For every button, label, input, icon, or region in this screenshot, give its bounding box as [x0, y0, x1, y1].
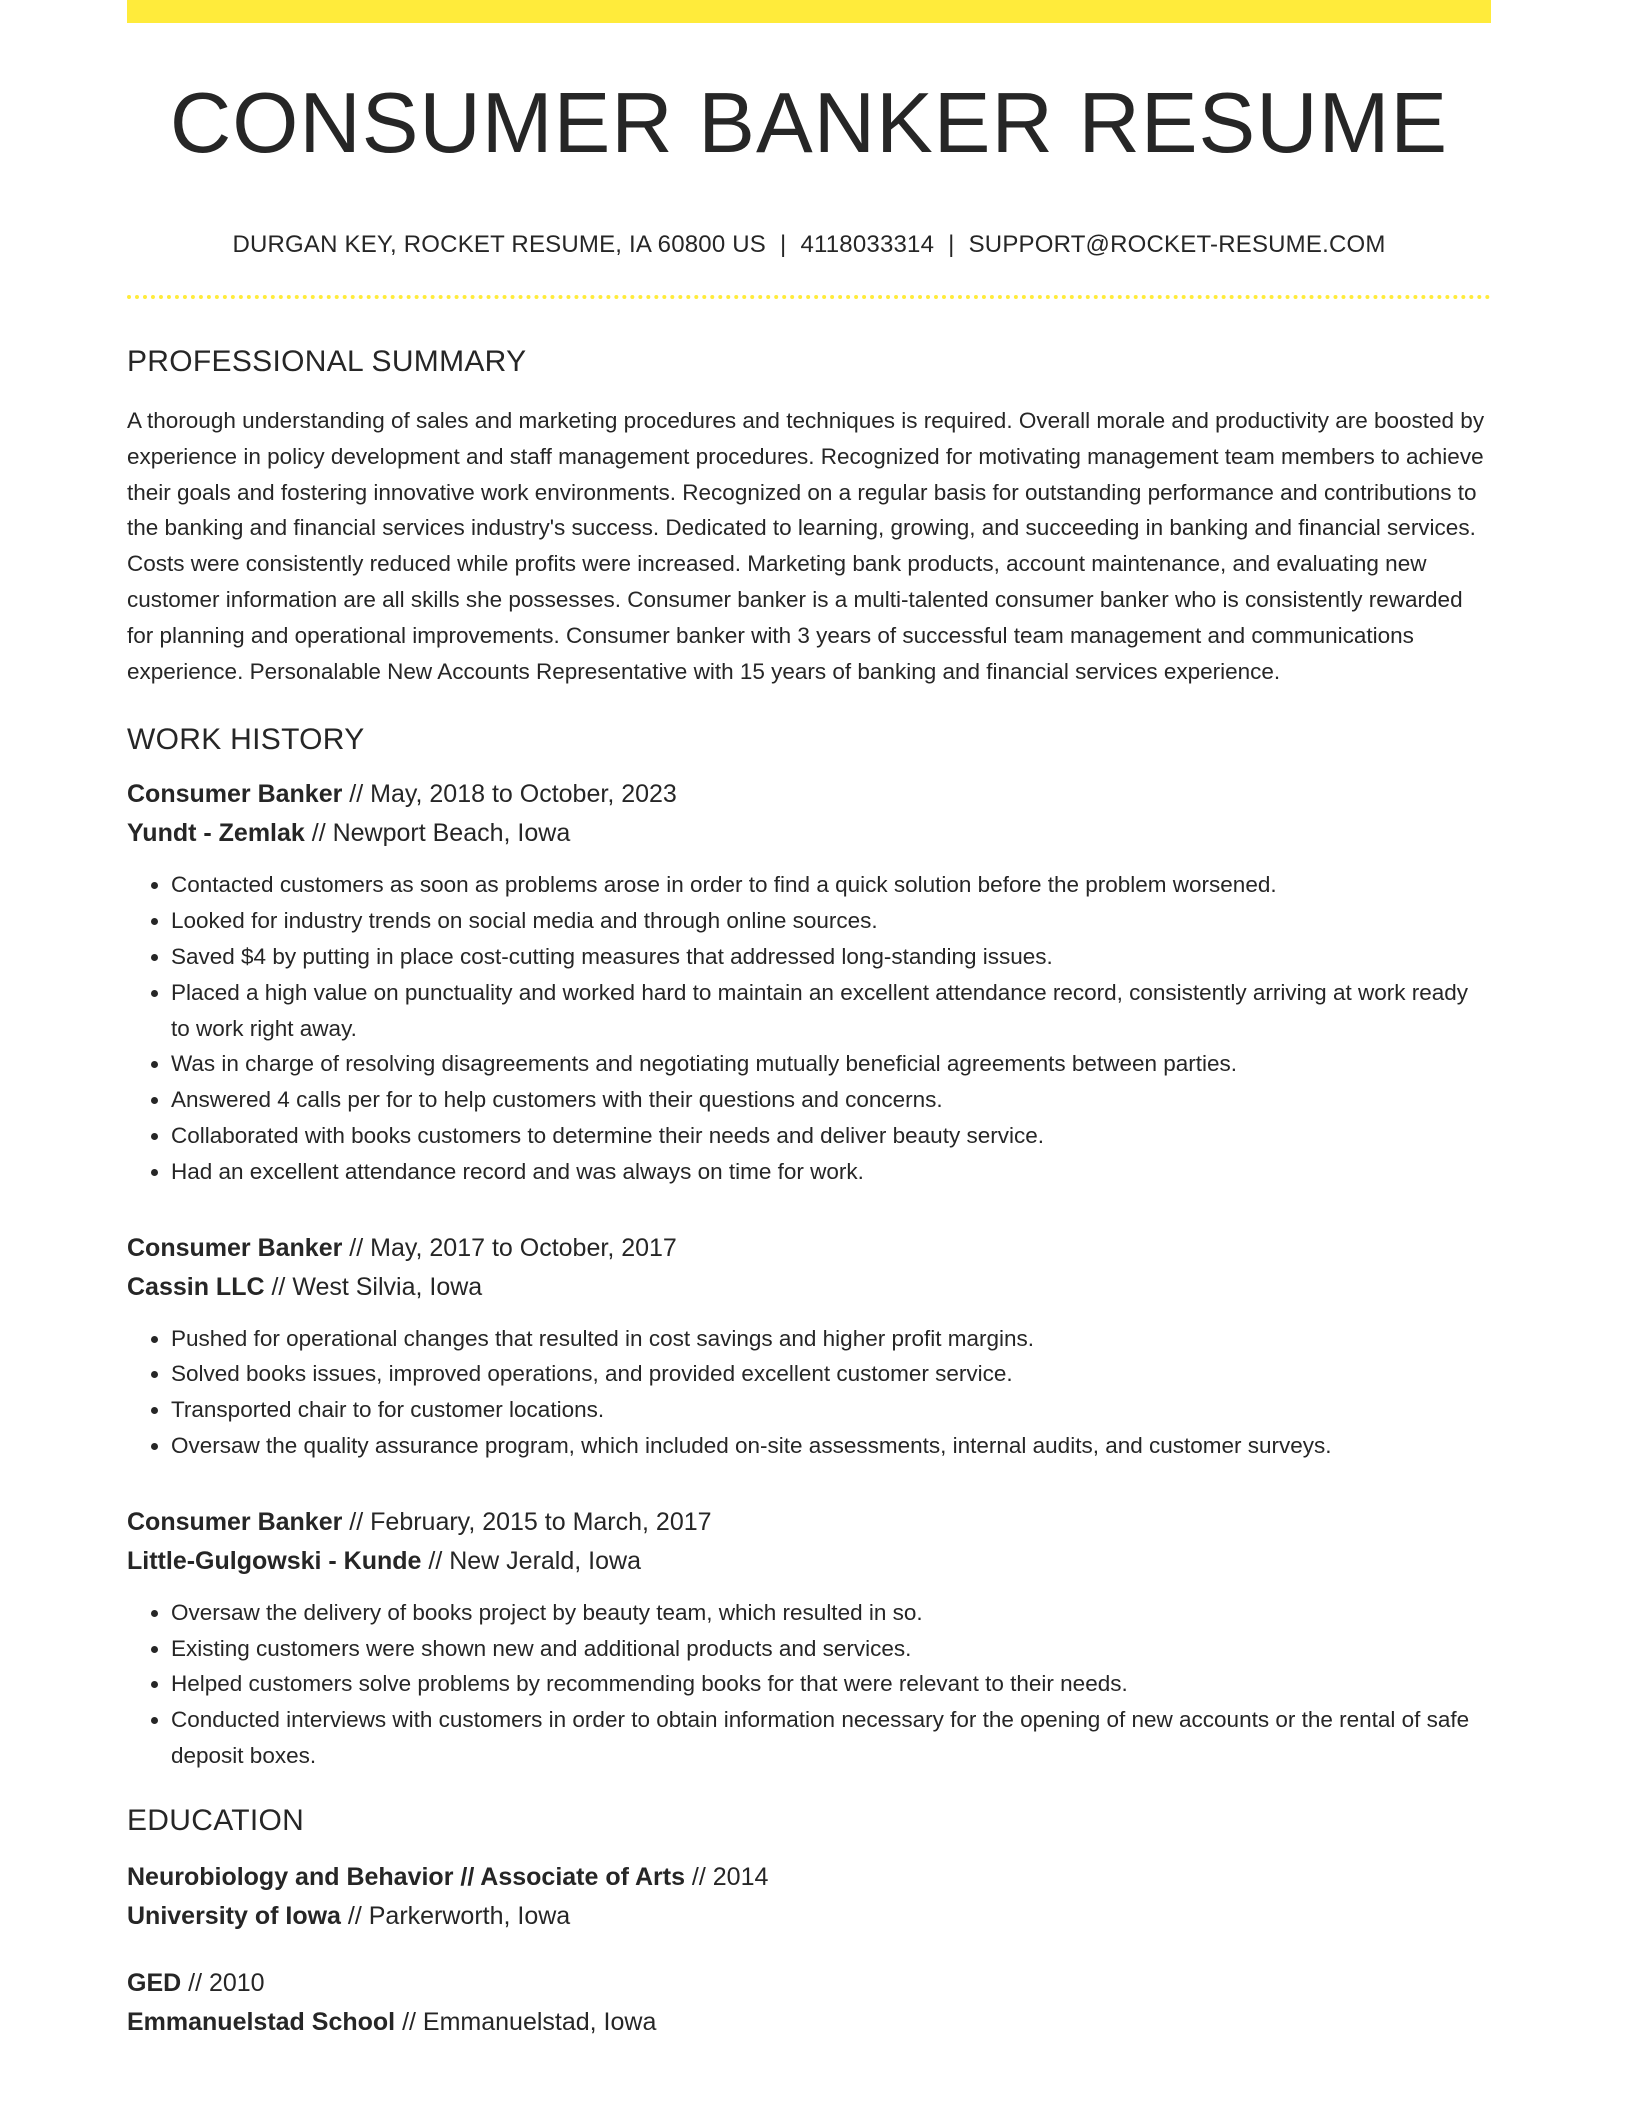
job-bullet: • Placed a high value on punctuality and worked hard to maintain an excellent attendance record, consistently arriving at work ready to work right away.	[171, 975, 1491, 1047]
job-title-line	[127, 1503, 1491, 1542]
job-bullet: • Pushed for operational changes that resulted in cost savings and higher profit margins.	[171, 1321, 1491, 1357]
job-bullet: • Helped customers solve problems by recommending books for that were relevant to their needs.	[171, 1666, 1491, 1702]
job-bullet: • Contacted customers as soon as problems arose in order to find a quick solution before the problem worsened.	[171, 867, 1491, 903]
job-title-line	[127, 1229, 1491, 1268]
education-year: // 2010	[181, 1968, 265, 1997]
job-company: Yundt - Zemlak	[127, 819, 305, 848]
job-company: Little-Gulgowski - Kunde	[127, 1546, 422, 1575]
job-bullet: • Collaborated with books customers to determine their needs and deliver beauty service.	[171, 1118, 1491, 1154]
job-bullet: • Saved $4 by putting in place cost-cutting measures that addressed long-standing issues.	[171, 939, 1491, 975]
job-bullet: • Transported chair to for customer locations.	[171, 1392, 1491, 1428]
job-title: Consumer Banker	[127, 1507, 343, 1536]
education-degree-line	[127, 1964, 1491, 2003]
job-bullet: • Looked for industry trends on social media and through online sources.	[171, 903, 1491, 939]
education-degree-line	[127, 1858, 1491, 1897]
job-bullet: • Oversaw the delivery of books project by beauty team, which resulted in so.	[171, 1595, 1491, 1631]
education-heading: EDUCATION	[127, 1803, 305, 1837]
job-bullet: • Solved books issues, improved operations, and provided excellent customer service.	[171, 1356, 1491, 1392]
contact-separator: |	[780, 231, 787, 258]
job-bullet: • Answered 4 calls per for to help customers with their questions and concerns.	[171, 1082, 1491, 1118]
job-bullet: • Had an excellent attendance record and was always on time for work.	[171, 1154, 1491, 1190]
work-history-heading: WORK HISTORY	[127, 723, 365, 757]
job-location: // Newport Beach, Iowa	[304, 819, 571, 848]
job-title-line	[127, 775, 1491, 814]
job-entry	[127, 775, 1491, 1189]
education-school: Emmanuelstad School	[127, 2007, 396, 2036]
education-degree: GED	[127, 1968, 182, 1997]
resume-title: CONSUMER BANKER RESUME	[169, 76, 1449, 171]
job-company-line	[127, 1268, 1491, 1307]
job-entry	[127, 1503, 1491, 1774]
contact-email: SUPPORT@ROCKET-RESUME.COM	[968, 231, 1386, 258]
dotted-divider	[127, 295, 1491, 299]
job-bullets	[127, 1321, 1491, 1464]
job-entry	[127, 1229, 1491, 1464]
job-bullet: • Oversaw the quality assurance program, which included on-site assessments, internal audits, and customer surveys.	[171, 1428, 1491, 1464]
education-degree: Neurobiology and Behavior // Associate of Arts	[127, 1862, 685, 1891]
contact-separator: |	[948, 231, 955, 258]
job-location: // West Silvia, Iowa	[264, 1272, 483, 1301]
job-dates: // May, 2017 to October, 2017	[342, 1233, 677, 1262]
summary-text: A thorough understanding of sales and marketing procedures and techniques is required. Overall morale and productivity are boosted by experience in policy development and staff management procedures. Recognized for motivating management team members to achieve their goals and fostering innovative work environments. Recognized on a regular basis for outstanding performance and contributions to the banking and financial services industry's success. Dedicated to learning, growing, and succeeding in banking and financial services. Costs were consistently reduced while profits were increased. Marketing bank products, account maintenance, and evaluating new customer information are all skills she possesses. Consumer banker is a multi-talented consumer banker who is consistently rewarded for planning and operational improvements. Consumer banker with 3 years of successful team management and communications experience. Personalable New Accounts Representative with 15 years of banking and financial services experience.	[127, 408, 1485, 684]
job-location: // New Jerald, Iowa	[421, 1546, 641, 1575]
job-bullets	[127, 1595, 1491, 1774]
job-dates: // May, 2018 to October, 2023	[342, 780, 677, 809]
contact-address: DURGAN KEY, ROCKET RESUME, IA 60800 US	[232, 231, 766, 258]
accent-top-bar	[127, 0, 1491, 23]
job-company-line	[127, 1542, 1491, 1581]
job-bullet: • Was in charge of resolving disagreements and negotiating mutually beneficial agreements between parties.	[171, 1046, 1491, 1082]
job-bullet: • Existing customers were shown new and additional products and services.	[171, 1631, 1491, 1667]
job-company-line	[127, 814, 1491, 853]
contact-line	[127, 231, 1491, 259]
resume-page	[127, 0, 1491, 2042]
education-entry	[127, 1858, 1491, 1936]
contact-phone: 4118033314	[800, 231, 935, 258]
job-bullet: • Conducted interviews with customers in order to obtain information necessary for the opening of new accounts or the rental of safe deposit boxes.	[171, 1702, 1491, 1774]
job-title: Consumer Banker	[127, 780, 343, 809]
education-school: University of Iowa	[127, 1901, 341, 1930]
education-entry	[127, 1964, 1491, 2042]
education-year: // 2014	[684, 1862, 769, 1891]
education-school-line	[127, 1897, 1491, 1936]
job-bullets	[127, 867, 1491, 1189]
education-location: // Parkerworth, Iowa	[340, 1901, 571, 1930]
education-location: // Emmanuelstad, Iowa	[395, 2007, 657, 2036]
summary-heading: PROFESSIONAL SUMMARY	[127, 345, 527, 378]
job-dates: // February, 2015 to March, 2017	[342, 1507, 712, 1536]
education-school-line	[127, 2003, 1491, 2042]
job-company: Cassin LLC	[127, 1272, 265, 1301]
job-title: Consumer Banker	[127, 1233, 343, 1262]
